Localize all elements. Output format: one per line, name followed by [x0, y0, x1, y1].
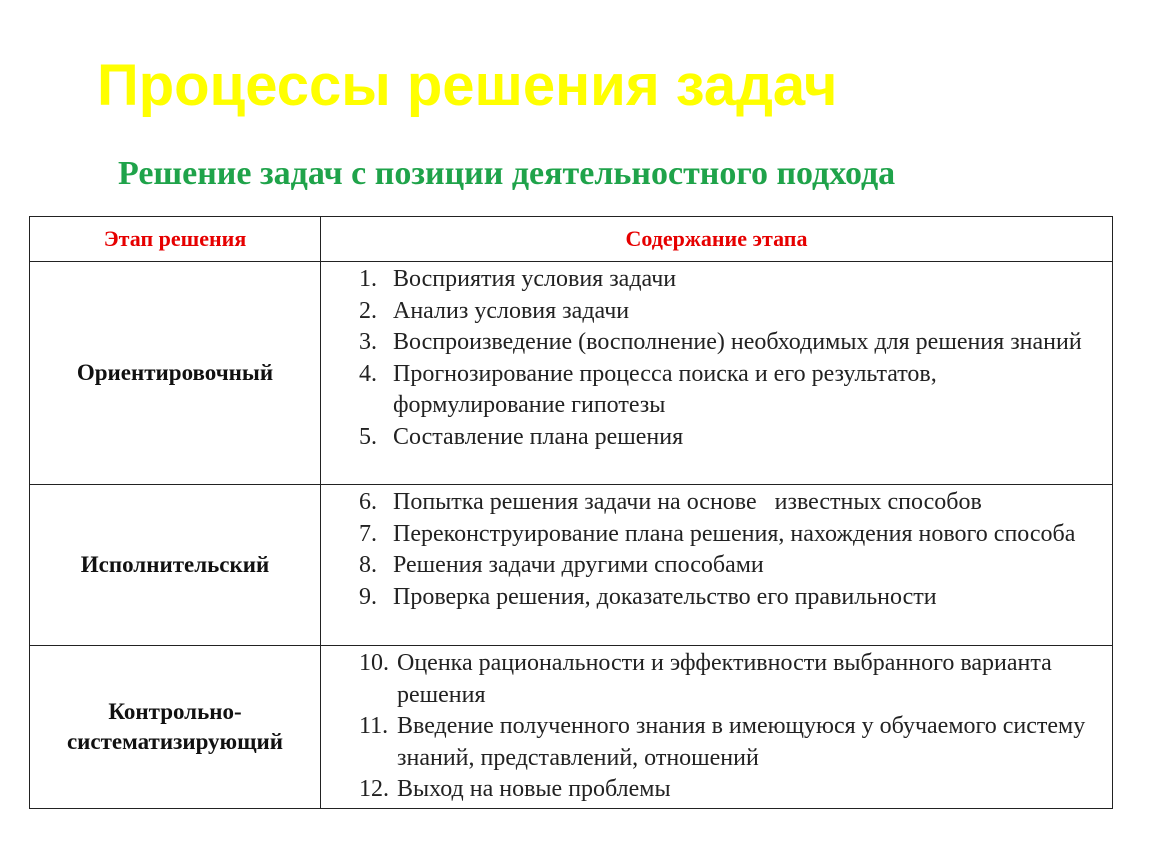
table-row	[30, 646, 1113, 809]
stage-content	[321, 646, 1113, 809]
stage-content	[321, 485, 1113, 646]
step-text: Решения задачи другими способами	[393, 552, 764, 579]
steps-list	[321, 646, 1112, 806]
step-text: Оценка рациональности и эффективности выбранного варианта решения	[397, 650, 1052, 708]
step-number: 11.	[359, 713, 389, 740]
list-item	[359, 550, 1102, 582]
steps-list	[321, 485, 1112, 613]
stage-name: Ориентировочный	[30, 262, 321, 485]
list-item	[359, 327, 1102, 359]
list-item	[359, 711, 1102, 774]
page-subtitle: Решение задач с позиции деятельностного подхода	[118, 155, 896, 192]
stage-name: Исполнительский	[30, 485, 321, 646]
step-number: 12.	[359, 776, 389, 803]
step-number: 4.	[359, 360, 377, 387]
step-number: 8.	[359, 552, 377, 579]
step-number: 7.	[359, 520, 377, 547]
stage-name: Контрольно-систематизирующий	[30, 646, 321, 809]
step-text: Составление плана решения	[393, 423, 684, 450]
step-text: Введение полученного знания в имеющуюся у обучаемого систему знаний, представлений, отношений	[397, 713, 1086, 771]
list-item	[359, 648, 1102, 711]
list-item	[359, 264, 1102, 296]
page-title: Процессы решения задач	[97, 53, 838, 118]
list-item	[359, 296, 1102, 328]
step-text: Попытка решения задачи на основе известных способов	[393, 489, 982, 515]
table-row	[30, 485, 1113, 646]
header-stage: Этап решения	[30, 217, 321, 262]
step-number: 6.	[359, 489, 377, 515]
step-number: 5.	[359, 423, 377, 450]
list-item	[359, 359, 1102, 422]
list-item	[359, 582, 1102, 614]
step-text: Проверка решения, доказательство его правильности	[393, 583, 937, 610]
step-number: 1.	[359, 266, 377, 292]
table-row	[30, 262, 1113, 485]
step-number: 10.	[359, 650, 389, 676]
stage-content	[321, 262, 1113, 485]
step-text: Переконструирование плана решения, нахождения нового способа	[393, 520, 1076, 547]
step-text: Воспроизведение (восполнение) необходимых для решения знаний	[393, 329, 1082, 356]
list-item	[359, 487, 1102, 519]
step-number: 9.	[359, 583, 377, 610]
table-header-row	[30, 217, 1113, 262]
step-number: 3.	[359, 329, 377, 356]
step-text: Анализ условия задачи	[393, 297, 630, 324]
list-item	[359, 519, 1102, 551]
step-text: Прогнозирование процесса поиска и его результатов, формулирование гипотезы	[393, 360, 937, 419]
step-text: Восприятия условия задачи	[393, 266, 677, 292]
header-content: Содержание этапа	[321, 217, 1113, 262]
list-item	[359, 774, 1102, 806]
step-text: Выход на новые проблемы	[397, 776, 671, 803]
step-number: 2.	[359, 297, 377, 324]
stages-table	[29, 216, 1113, 809]
list-item	[359, 422, 1102, 454]
steps-list	[321, 262, 1112, 454]
